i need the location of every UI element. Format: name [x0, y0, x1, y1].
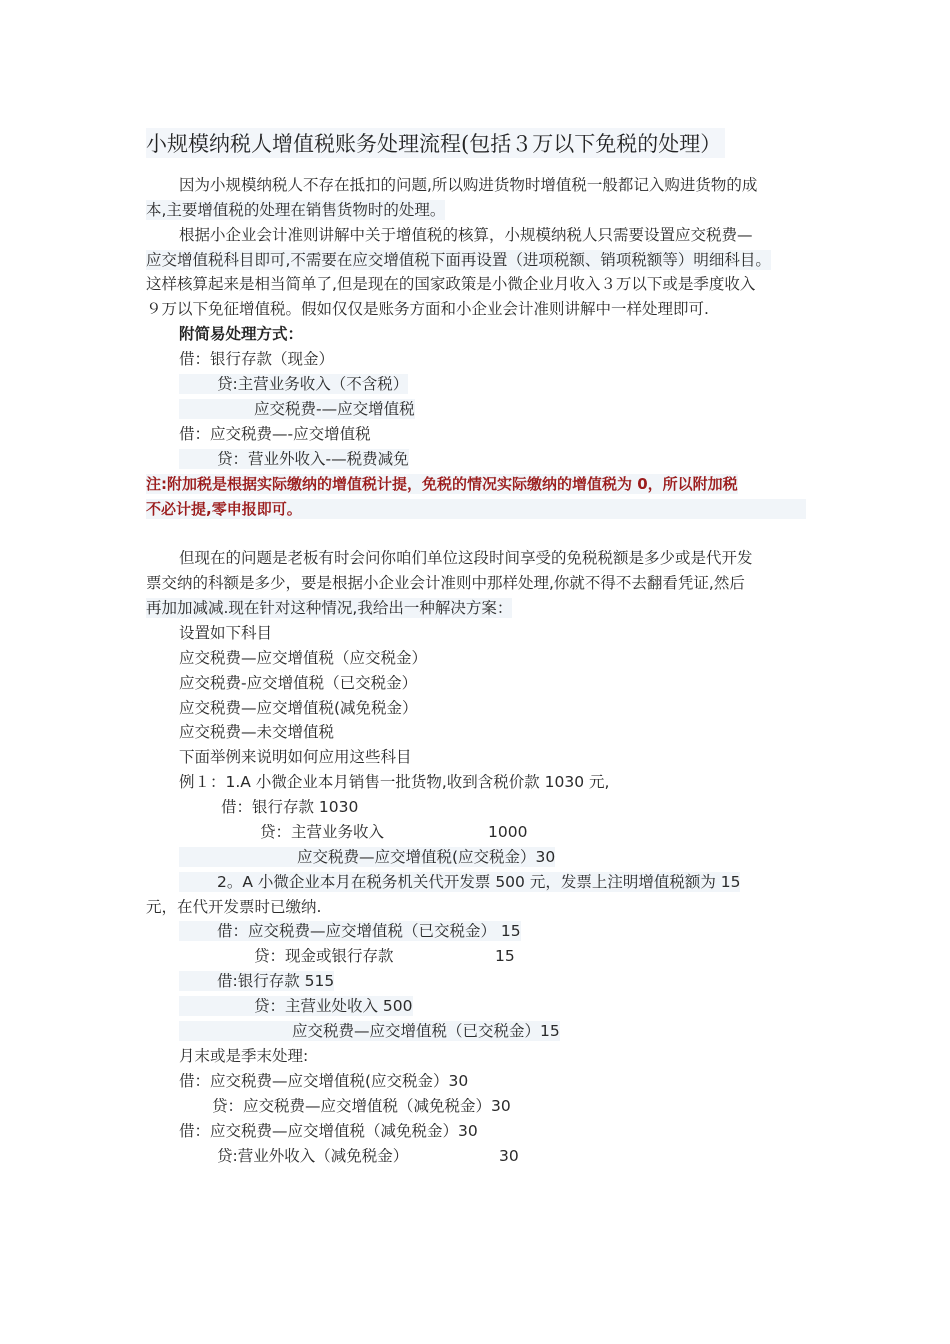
- simple-entry-line4: 借：应交税费—-应交增值税: [179, 425, 371, 443]
- account-item-3: 应交税费—应交增值税(减免税金）: [179, 699, 418, 717]
- problem-line2: 票交纳的科额是多少，要是根据小企业会计准则中那样处理,你就不得不去翻看凭证,然后: [146, 574, 745, 592]
- example-line3-label: 贷：主营业务收入: [260, 823, 385, 841]
- account-item-4: 应交税费—未交增值税: [179, 723, 335, 741]
- simple-entry-line3: 应交税费-—应交增值税: [179, 399, 415, 419]
- note-line2: 不必计提,零申报即可。: [146, 499, 806, 519]
- simple-entry-line2: 贷:主营业务收入（不含税）: [179, 374, 408, 394]
- intro-para2-line1: 根据小企业会计准则讲解中关于增值税的核算，小规模纳税人只需要设置应交税费—: [179, 226, 753, 244]
- example-line8-label: 贷：现金或银行存款: [254, 947, 394, 965]
- intro-para1-line2: 本,主要增值税的处理在销售货物时的处理。: [146, 201, 446, 219]
- simple-entry-line1: 借：银行存款（现金）: [179, 350, 335, 368]
- period-end-line1: 借：应交税费—应交增值税(应交税金）30: [179, 1072, 469, 1090]
- intro-para2-line4: ９万以下免征增值税。假如仅仅是账务方面和小企业会计准则讲解中一样处理即可.: [146, 300, 709, 318]
- example-line7: 借：应交税费—应交增值税（已交税金） 15: [179, 921, 521, 941]
- simple-method-heading: 附简易处理方式：: [179, 325, 304, 343]
- example-line2: 借：银行存款 1030: [221, 798, 359, 816]
- example-line6: 元，在代开发票时已缴纳.: [146, 898, 322, 916]
- period-end-line3: 借：应交税费—应交增值税（减免税金）30: [179, 1122, 478, 1140]
- example-line3-amount: 1000: [488, 823, 528, 841]
- period-end-line2: 贷：应交税费—应交增值税（减免税金）30: [212, 1097, 511, 1115]
- example-line11: 应交税费—应交增值税（已交税金）15: [179, 1021, 560, 1041]
- note-line1: 注:附加税是根据实际缴纳的增值税计提，免税的情况实际缴纳的增值税为 0，所以附加税: [146, 475, 738, 493]
- period-end-heading: 月末或是季末处理:: [179, 1047, 309, 1065]
- example-line4: 应交税费—应交增值税(应交税金）30: [179, 847, 555, 867]
- account-item-2: 应交税费-应交增值税（已交税金）: [179, 674, 418, 692]
- period-end-line4-amount: 30: [499, 1147, 519, 1165]
- example-line8-amount: 15: [495, 947, 515, 965]
- problem-line3: 再加加减减.现在针对这种情况,我给出一种解决方案：: [146, 599, 513, 617]
- example-line5: 2。A 小微企业本月在税务机关代开发票 500 元，发票上注明增值税额为 15: [179, 872, 740, 892]
- example-line1: 例１：1.A 小微企业本月销售一批货物,收到含税价款 1030 元,: [179, 773, 610, 791]
- intro-para2-line3: 这样核算起来是相当简单了,但是现在的国家政策是小微企业月收入３万以下或是季度收入: [146, 275, 756, 293]
- problem-line1: 但现在的问题是老板有时会问你咱们单位这段时间享受的免税税额是多少或是代开发: [179, 549, 753, 567]
- example-line10: 贷：主营业处收入 500: [179, 996, 413, 1016]
- document-title: 小规模纳税人增值税账务处理流程(包括３万以下免税的处理）: [146, 128, 725, 158]
- example-line9: 借:银行存款 515: [179, 971, 334, 991]
- account-item-1: 应交税费—应交增值税（应交税金）: [179, 649, 428, 667]
- simple-entry-line5: 贷：营业外收入-—税费减免: [179, 449, 409, 469]
- accounts-example-intro: 下面举例来说明如何应用这些科目: [179, 748, 412, 766]
- accounts-heading: 设置如下科目: [179, 624, 273, 642]
- period-end-line4-label: 贷:营业外收入（减免税金）: [217, 1147, 409, 1165]
- intro-para2-line2: 应交增值税科目即可,不需要在应交增值税下面再设置（进项税额、销项税额等）明细科目。: [146, 251, 771, 269]
- intro-para1-line1: 因为小规模纳税人不存在抵扣的问题,所以购进货物时增值税一般都记入购进货物的成: [179, 176, 758, 194]
